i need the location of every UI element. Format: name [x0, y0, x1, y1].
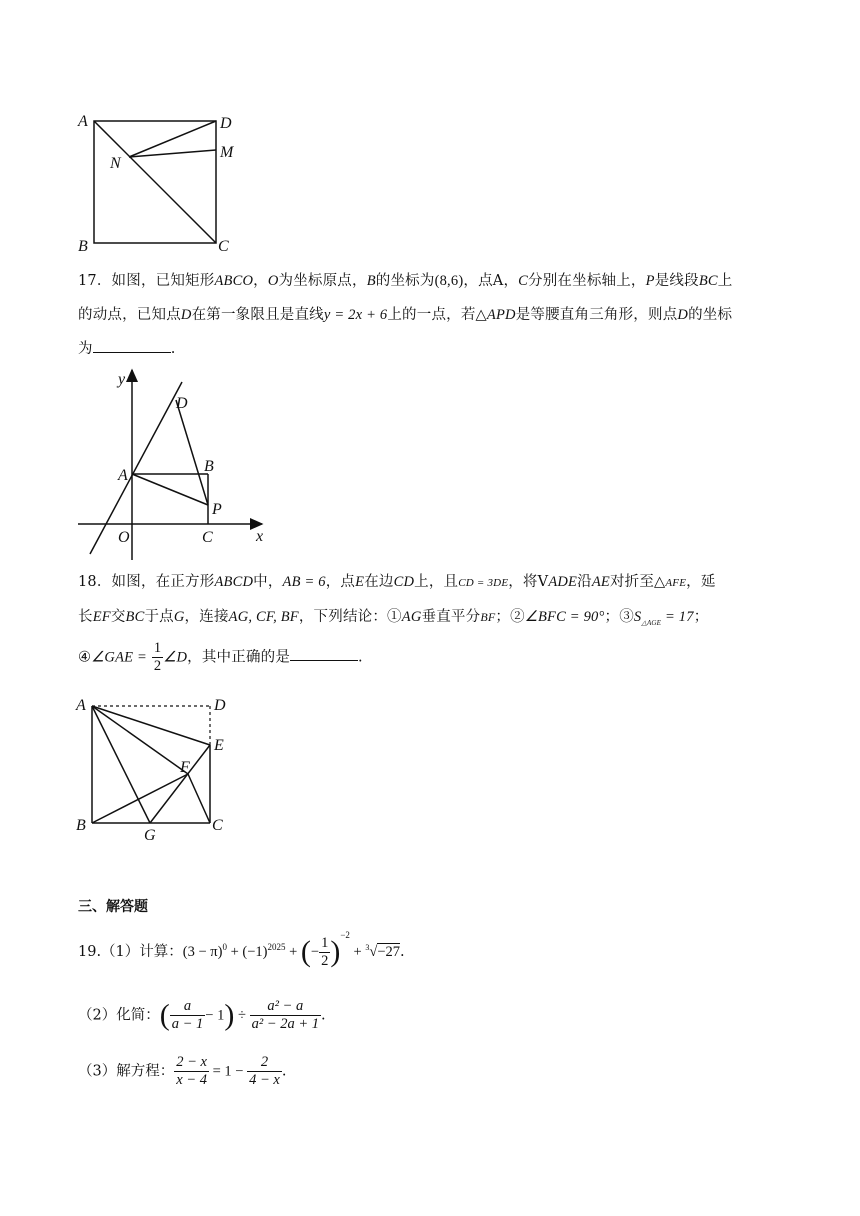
label-F: F [180, 759, 190, 776]
segment-ag [92, 706, 150, 823]
label-A: A [118, 467, 128, 484]
label-C: C [218, 238, 229, 255]
label-D: D [214, 697, 226, 714]
label-B: B [76, 817, 86, 834]
label-y: y [118, 371, 126, 388]
segment-fc [188, 774, 210, 823]
label-A: A [78, 113, 88, 130]
label-B: B [204, 458, 214, 475]
diagonal-ac [94, 121, 216, 243]
question-19-part-1: 19.（1）计算：$(3 - \pi)^0 + (-1)^{2025}$ + (− $\frac{1}{2}$ )$^{-2}$ + $^3$√−27. [78, 930, 405, 969]
label-A: A [76, 697, 86, 714]
segment-dp [176, 400, 208, 505]
label-x: x [256, 528, 264, 545]
label-D: D [176, 395, 188, 412]
answer-blank-18[interactable] [290, 646, 358, 661]
label-D: D [220, 115, 232, 132]
label-C: C [202, 529, 213, 546]
question-18: 18．如图，在正方形ABCD中，AB = 6，点E在边CD上，且CD = 3DE，将VADE沿AE对折至△AFE，延 长EF交BC于点G，连接AG, CF, BF，下列结论：①AG垂直平分BF；②∠BFC = 90°；$③S_{\triangle AGE} = 17$； ④∠GAE = $\frac{1}{2}$ ∠D，其中正确的是 . [78, 574, 716, 674]
answer-blank-17[interactable] [93, 338, 171, 353]
question-19-part-2: （2）化简：( $\frac{a}{a - 1}$ − 1) ÷ $\frac{\text{a² − a}}{\text{a² − 2a + 1}}$ . [78, 998, 326, 1032]
label-M: M [220, 144, 234, 161]
label-C: C [212, 817, 223, 834]
question-17: 17．如图，已知矩形ABCO，O为坐标原点，B的坐标为(8,6)，点A，C分别在坐标轴上，P是线段BC上 的动点，已知点D在第一象限且是直线y = 2x + 6上的一点，若△APD是等腰直角三角形，则点D的坐标 为 . [78, 273, 733, 357]
figure-square-fold [70, 690, 250, 850]
section-heading: 三、解答题 [78, 899, 148, 915]
line-y-2x-6 [90, 382, 182, 554]
segment-eg [150, 745, 210, 823]
figure-square-abcd-mn [70, 105, 250, 265]
segment-ap [132, 474, 208, 505]
label-N: N [110, 155, 121, 172]
segment-bf [92, 774, 188, 823]
label-O: O [118, 529, 130, 546]
segment-af [92, 706, 188, 774]
label-E: E [214, 737, 224, 754]
label-B: B [78, 238, 88, 255]
figure-coordinate-plane [72, 364, 272, 564]
question-19-part-3: （3）解方程： $\frac{2 - x}{x - 4}$ = 1 − $\frac{2}{4 - x}$ . [78, 1054, 287, 1088]
label-P: P [212, 501, 222, 518]
label-G: G [144, 827, 156, 844]
segment-ae [92, 706, 210, 745]
